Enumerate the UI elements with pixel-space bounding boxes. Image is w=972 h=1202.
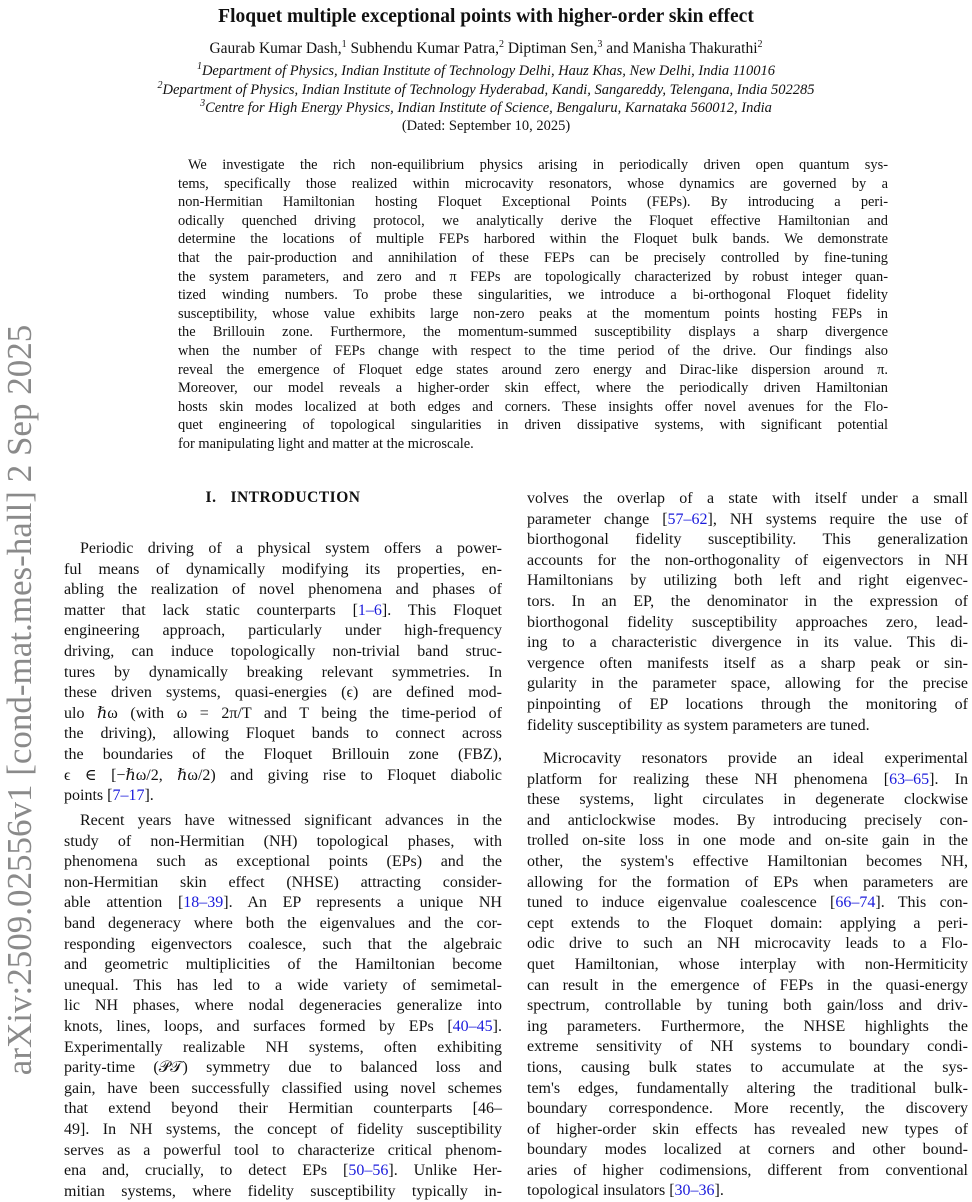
text-line: and anticlockwise modes. By introducing precisely con- bbox=[527, 811, 968, 829]
text-line: band degeneracy where both the eigenvalues and the cor- bbox=[64, 914, 502, 932]
text-line: of higher-order skin effects has revealed new types of bbox=[527, 1120, 968, 1138]
text-line: odic drive to such an NH microcavity leads to a Flo- bbox=[527, 935, 968, 953]
text-line: cept extends to the Floquet domain: applying a peri- bbox=[527, 914, 968, 932]
text-line: can result in the emergence of FEPs in the quasi-energy bbox=[527, 976, 968, 994]
paragraph bbox=[64, 539, 502, 807]
text-line: odically quenched driving protocol, we analytically derive the Floquet effective Hamiltonian and bbox=[178, 212, 888, 229]
text-line: Microcavity resonators provide an ideal experimental bbox=[543, 750, 968, 767]
section-number: I. bbox=[205, 489, 217, 506]
text-line: tions, causing bulk states to accumulate at the sys- bbox=[527, 1058, 968, 1076]
text-line: boundary modes localized at corners and other bound- bbox=[527, 1141, 968, 1159]
text-line: ena and, crucially, to detect EPs [50–56]. Unlike Her- bbox=[64, 1162, 502, 1180]
text-line: biorthogonal fidelity susceptibility. This generalization bbox=[527, 531, 968, 549]
text-line: for manipulating light and matter at the microscale. bbox=[178, 435, 474, 452]
author-name: Subhendu Kumar Patra, bbox=[350, 40, 499, 57]
affiliation-text: Department of Physics, Indian Institute of Technology Hyderabad, Kandi, Sangareddy, Telengana, India 502285 bbox=[162, 81, 815, 98]
paragraph bbox=[527, 749, 968, 1202]
affiliation-marker: 3 bbox=[597, 38, 603, 50]
text-line: matter that lack static counterparts [1–6]. This Floquet bbox=[64, 601, 502, 619]
text-line: trolled on-site loss in one mode and on-site gain in the bbox=[527, 832, 968, 850]
paragraph bbox=[527, 489, 968, 736]
affiliation-number: 3 bbox=[200, 98, 206, 110]
text-line: tors. In an EP, the denominator in the expression of bbox=[527, 592, 968, 610]
text-line: ulo ℏω (with ω = 2π/T and T being the time-period of bbox=[64, 704, 502, 722]
text-line: tems, specifically those realized within microcavity resonators, whose dynamics are governed by a bbox=[178, 175, 888, 192]
author bbox=[350, 40, 504, 57]
text-line: ing parameters. Furthermore, the NHSE highlights the bbox=[527, 1017, 968, 1035]
text-line: serves as a powerful tool to characterize critical phenom- bbox=[64, 1141, 502, 1159]
text-line: vergence often manifests itself as a sharp peak or sin- bbox=[527, 654, 968, 672]
text-line: Periodic driving of a physical system offers a power- bbox=[80, 540, 502, 557]
citation-link[interactable]: 1–6 bbox=[357, 601, 382, 619]
citation-link[interactable]: 7–17 bbox=[112, 787, 145, 805]
text-line: ing to a characteristic divergence in its value. This di- bbox=[527, 634, 968, 652]
date-line: (Dated: September 10, 2025) bbox=[401, 118, 571, 134]
text-line: ϵ ∈ [−ℏω/2, ℏω/2) and giving rise to Floquet diabolic bbox=[64, 766, 502, 784]
text-line: knots, lines, loops, and surfaces formed by EPs [40–45]. bbox=[64, 1017, 502, 1035]
arxiv-stamp: arXiv:2509.02556v1 [cond-mat.mes-hall] 2 Sep 2025 bbox=[0, 324, 39, 1076]
text-line: the Brillouin zone. Furthermore, the momentum-summed susceptibility displays a sharp divergence bbox=[178, 324, 888, 341]
affiliation-text: Centre for High Energy Physics, Indian Institute of Science, Bengaluru, Karnataka 560012, India bbox=[205, 100, 772, 116]
affiliation bbox=[0, 62, 972, 81]
text-line: fidelity susceptibility as system parameters are tuned. bbox=[527, 716, 870, 734]
text-line: quet Hamiltonian, whose interplay with non-Hermiticity bbox=[527, 955, 968, 973]
text-line: biorthogonal fidelity susceptibility approaches zero, lead- bbox=[527, 613, 968, 631]
text-line: mitian systems, where fidelity susceptibility typically in- bbox=[64, 1182, 502, 1200]
citation-link[interactable]: 66–74 bbox=[835, 894, 876, 912]
affiliation-text: Department of Physics, Indian Institute of Technology Delhi, Hauz Khas, New Delhi, India 110016 bbox=[201, 63, 776, 79]
text-line: topological insulators [30–36]. bbox=[527, 1182, 724, 1200]
text-line: points [7–17]. bbox=[64, 787, 154, 805]
text-line: spectrum, controllable by tuning both gain/loss and driv- bbox=[527, 997, 968, 1015]
text-line: allowing for the formation of EPs when parameters are bbox=[527, 873, 968, 891]
citation-link[interactable]: 50–56 bbox=[348, 1162, 389, 1180]
text-line: study of non-Hermitian (NH) topological phases, with bbox=[64, 832, 502, 850]
text-line: the driving), allowing Floquet bands to connect across bbox=[64, 725, 502, 743]
text-line: these driven systems, quasi-energies (ϵ) are defined mod- bbox=[64, 684, 502, 702]
text-line: gain, have been successfully classified using novel schemes bbox=[64, 1079, 502, 1097]
text-line: unequal. This has led to a wide variety of semimetal- bbox=[64, 976, 502, 994]
text-line: Recent years have witnessed significant advances in the bbox=[80, 812, 502, 829]
author-name: Diptiman Sen, bbox=[507, 40, 598, 57]
paragraph bbox=[64, 811, 502, 1202]
text-line: We investigate the rich non-equilibrium physics arising in periodically driven open quantum sys- bbox=[188, 157, 888, 173]
text-line: and geometric multiplicities of the Hamiltonian become bbox=[64, 956, 502, 974]
text-line: tuned to induce eigenvalue coalescence [66–74]. This con- bbox=[527, 894, 968, 912]
text-line: engineering approach, particularly under high-frequency bbox=[64, 622, 502, 640]
text-line: non-Hermitian Hamiltonian hosting Floquet Exceptional Points (FEPs). By introducing a peri- bbox=[178, 194, 888, 211]
text-line: 49]. In NH systems, the concept of fidelity susceptibility bbox=[64, 1120, 502, 1138]
text-line: lic NH phases, where nodal degeneracies generalize into bbox=[64, 997, 502, 1015]
affiliation-number: 1 bbox=[196, 61, 202, 73]
text-line: non-Hermitian skin effect (NHSE) attracting consider- bbox=[64, 873, 502, 891]
text-line: extreme sensitivity of NH systems to boundary condi- bbox=[527, 1038, 968, 1056]
text-line: abling the realization of novel phenomena and phases of bbox=[64, 581, 502, 599]
text-line: tem's edges, fundamentally altering the traditional bulk- bbox=[527, 1079, 968, 1097]
author-name: and Manisha Thakurathi bbox=[606, 40, 758, 57]
citation-link[interactable]: 63–65 bbox=[889, 770, 930, 788]
author bbox=[508, 40, 603, 57]
text-line: these systems, light circulates in degenerate clockwise bbox=[527, 791, 968, 809]
text-line: the system parameters, and zero and π FEPs are topologically characterized by robust integer quan- bbox=[178, 268, 888, 285]
text-line: tures by dynamically breaking relevant symmetries. In bbox=[64, 663, 502, 681]
text-line: determine the locations of multiple FEPs harbored within the Floquet bulk bands. We demonstrate bbox=[178, 231, 888, 248]
text-line: pinpointing of EP locations through the monitoring of bbox=[527, 695, 968, 713]
text-line: ful means of dynamically modifying its properties, en- bbox=[64, 560, 502, 578]
text-line: reveal the emergence of Floquet edge states around zero energy and Dirac-like dispersion around π. bbox=[178, 361, 888, 378]
text-line: other, the system's effective Hamiltonian becomes NH, bbox=[527, 852, 968, 870]
citation-link[interactable]: 30–36 bbox=[674, 1182, 715, 1200]
text-line: when the number of FEPs change with respect to the time period of the drive. Our findings also bbox=[178, 342, 888, 359]
text-line: susceptibility, whose value exhibits large non-zero peaks at the momentum points hosting FEPs in bbox=[178, 305, 888, 322]
text-line: parameter change [57–62], NH systems require the use of bbox=[527, 510, 968, 528]
paper-title: Floquet multiple exceptional points with higher-order skin effect bbox=[218, 6, 754, 27]
text-line: quet engineering of topological singularities in driven dissipative systems, with significant potential bbox=[178, 417, 888, 434]
affiliation-marker: 1 bbox=[341, 38, 347, 50]
author bbox=[209, 40, 346, 57]
text-line: platform for realizing these NH phenomena [63–65]. In bbox=[527, 770, 969, 788]
affiliation bbox=[0, 99, 972, 118]
affiliation bbox=[0, 81, 972, 100]
text-line: Hamiltonians by utilizing both left and right eigenvec- bbox=[527, 572, 968, 590]
text-line: Experimentally realizable NH systems, often exhibiting bbox=[64, 1038, 502, 1056]
author-list bbox=[0, 40, 972, 58]
affiliations bbox=[0, 62, 972, 118]
text-line: able attention [18–39]. An EP represents a unique NH bbox=[64, 894, 502, 912]
affiliation-marker: 2 bbox=[498, 38, 504, 50]
abstract bbox=[178, 156, 888, 454]
affiliation-marker: 2 bbox=[757, 38, 763, 50]
section-heading bbox=[64, 489, 502, 507]
section-title: INTRODUCTION bbox=[230, 489, 361, 506]
citation-link[interactable]: 18–39 bbox=[183, 894, 224, 912]
citation-link[interactable]: 40–45 bbox=[452, 1017, 493, 1035]
text-line: parity-time (𝒫𝒯) symmetry due to balanced loss and bbox=[64, 1059, 502, 1077]
text-line: driving, can induce topologically non-trivial band struc- bbox=[64, 642, 502, 660]
text-line: tized winding numbers. To probe these singularities, we introduce a bi-orthogonal Floquet fidelity bbox=[178, 287, 888, 304]
text-line: that extend beyond their Hermitian counterparts [46– bbox=[64, 1100, 502, 1118]
text-line: boundary correspondence. More recently, the discovery bbox=[527, 1100, 968, 1118]
text-line: aries of higher codimensions, different from conventional bbox=[527, 1161, 968, 1179]
citation-link[interactable]: 57–62 bbox=[667, 510, 708, 528]
text-line: gularity in the parameter space, allowing for the precise bbox=[527, 675, 968, 693]
text-line: volves the overlap of a state with itself under a small bbox=[527, 490, 968, 507]
text-line: Moreover, our model reveals a higher-order skin effect, where the periodically driven Hamiltonian bbox=[178, 380, 888, 397]
text-line: the boundaries of the Floquet Brillouin zone (FBZ), bbox=[64, 745, 502, 763]
text-line: accounts for the non-orthogonality of eigenvectors in NH bbox=[527, 551, 968, 569]
affiliation-number: 2 bbox=[157, 79, 163, 91]
text-line: responding eigenvectors coalesce, such that the algebraic bbox=[64, 935, 502, 953]
text-line: phenomena such as exceptional points (EPs) and the bbox=[64, 853, 502, 871]
author bbox=[606, 40, 762, 57]
text-line: that the pair-production and annihilation of these FEPs can be precisely controlled by fine-tuning bbox=[178, 249, 888, 266]
author-name: Gaurab Kumar Dash, bbox=[209, 40, 342, 57]
text-line: hosts skin modes localized at both edges and corners. These insights offer novel avenues for the Flo- bbox=[178, 398, 888, 415]
